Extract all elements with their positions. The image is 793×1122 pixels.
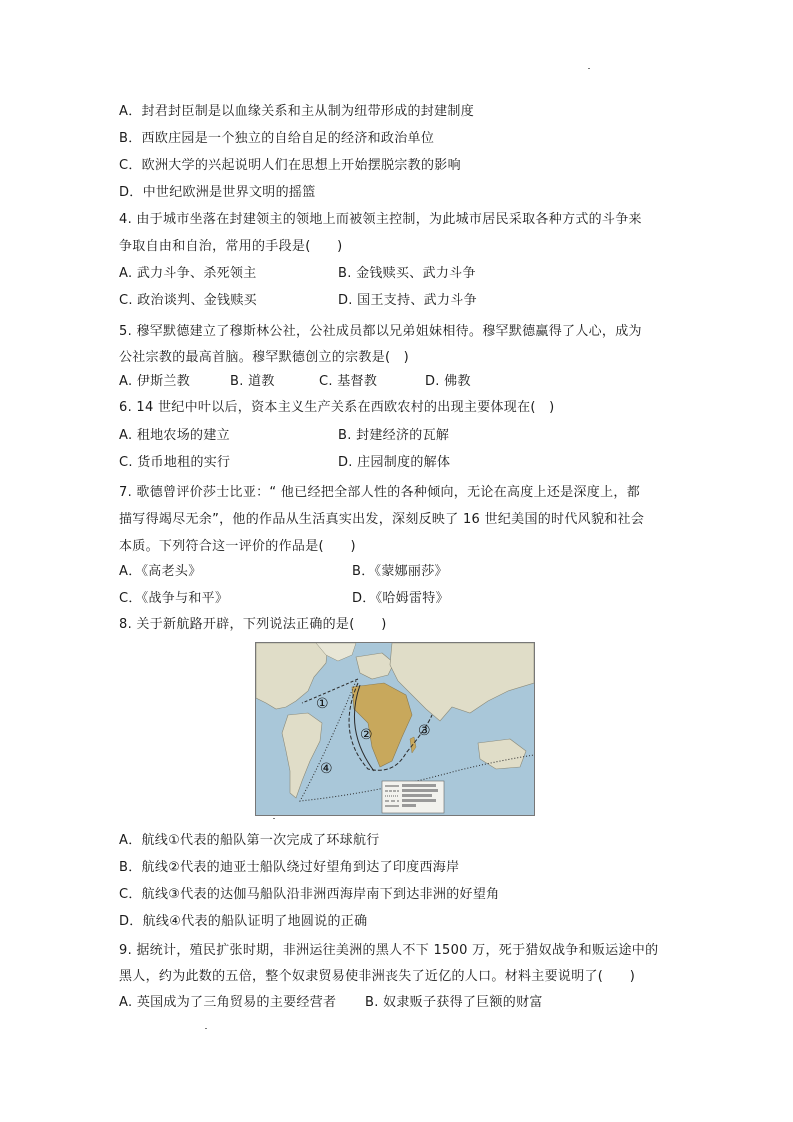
q5-option-a: A. 伊斯兰教 [119,374,191,389]
world-map-figure [256,643,534,815]
legend-text-bar-3 [402,794,432,797]
q4-stem-line1: 4. 由于城市坐落在封建领主的领地上而被领主控制，为此城市居民采取各种方式的斗争来 [119,212,642,227]
q7-option-d: D．《哈姆雷特》 [352,591,449,606]
q5-option-b: B. 道教 [230,374,275,389]
q7-option-c: C．《战争与和平》 [119,591,229,606]
legend-text-bar-2 [402,789,438,792]
q7-option-a: A．《高老头》 [119,564,202,579]
q4-option-b: B. 金钱赎买、武力斗争 [338,266,476,281]
q8-stem: 8. 关于新航路开辟，下列说法正确的是( ) [119,617,387,632]
q7-stem-line2: 描写得竭尽无余”，他的作品从生活真实出发，深刻反映了 16 世纪美国的时代风貌和社会 [119,512,645,527]
q9-option-a: A. 英国成为了三角贸易的主要经营者 [119,995,337,1010]
q9-option-b: B. 奴隶贩子获得了巨额的财富 [365,995,543,1010]
route-label-2: ② [360,727,373,743]
scan-mark [273,818,275,819]
route-label-4: ④ [320,761,333,777]
route-label-1: ① [316,696,329,712]
legend-text-bar-5 [402,804,416,807]
scan-mark [588,68,590,69]
q3-option-a: A．封君封臣制是以血缘关系和主从制为纽带形成的封建制度 [119,104,474,119]
q4-option-c: C. 政治谈判、金钱赎买 [119,293,257,308]
q7-stem-line3: 本质。下列符合这一评价的作品是( ) [119,539,356,554]
q3-option-b: B．西欧庄园是一个独立的自给自足的经济和政治单位 [119,131,435,146]
legend-text-bar-1 [402,784,436,787]
q6-option-b: B. 封建经济的瓦解 [338,428,450,443]
q6-stem: 6. 14 世纪中叶以后，资本主义生产关系在西欧农村的出现主要体现在( ) [119,400,555,415]
q4-stem-line2: 争取自由和自治，常用的手段是( ) [119,239,343,254]
q8-option-a: A．航线①代表的船队第一次完成了环球航行 [119,833,380,848]
q5-stem-line2: 公社宗教的最高首脑。穆罕默德创立的宗教是( ) [119,350,410,365]
q6-option-d: D. 庄园制度的解体 [338,455,451,470]
q8-option-d: D．航线④代表的船队证明了地圆说的正确 [119,914,368,929]
q6-option-c: C. 货币地租的实行 [119,455,231,470]
q9-stem-line1: 9. 据统计，殖民扩张时期，非洲运往美洲的黑人不下 1500 万，死于猎奴战争和贩运途中的 [119,943,659,958]
route-label-3: ③ [418,723,431,739]
q9-stem-line2: 黑人，约为此数的五倍，整个奴隶贸易使非洲丧失了近亿的人口。材料主要说明了( ) [119,969,636,984]
q8-option-c: C．航线③代表的达伽马船队沿非洲西海岸南下到达非洲的好望角 [119,887,500,902]
q5-stem-line1: 5. 穆罕默德建立了穆斯林公社，公社成员都以兄弟姐妹相待。穆罕默德赢得了人心，成为 [119,324,642,339]
q5-option-c: C. 基督教 [319,374,378,389]
q5-option-d: D. 佛教 [425,374,471,389]
q7-option-b: B．《蒙娜丽莎》 [352,564,448,579]
q7-stem-line1: 7. 歌德曾评价莎士比亚：“ 他已经把全部人性的各种倾向，无论在高度上还是深度上，都 [119,485,641,500]
q3-option-d: D．中世纪欧洲是世界文明的摇篮 [119,185,316,200]
q6-option-a: A. 租地农场的建立 [119,428,230,443]
q8-option-b: B．航线②代表的迪亚士船队绕过好望角到达了印度西海岸 [119,860,460,875]
q4-option-d: D. 国王支持、武力斗争 [338,293,477,308]
new-sea-routes-map [255,642,535,816]
q3-option-c: C．欧洲大学的兴起说明人们在思想上开始摆脱宗教的影响 [119,158,461,173]
q4-option-a: A. 武力斗争、杀死领主 [119,266,257,281]
scan-mark [205,1028,207,1029]
legend-text-bar-4 [402,799,436,802]
